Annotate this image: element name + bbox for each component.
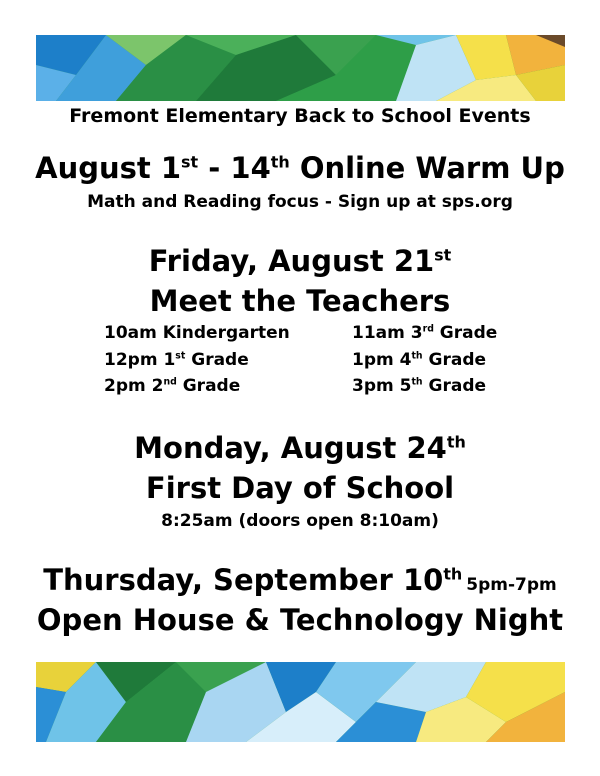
schedule-item: 12pm 1st Grade xyxy=(104,349,249,370)
first-day-title: First Day of School xyxy=(145,471,455,505)
schedule-item: 10am Kindergarten xyxy=(104,323,290,343)
meet-schedule xyxy=(104,323,534,403)
page-title: Fremont Elementary Back to School Events xyxy=(69,105,531,127)
first-day-note: 8:25am (doors open 8:10am) xyxy=(161,511,439,531)
schedule-row xyxy=(104,376,534,403)
schedule-item: 1pm 4th Grade xyxy=(352,349,487,370)
warmup-note: Math and Reading focus - Sign up at sps.org xyxy=(87,192,513,212)
open-house-time: 5pm-7pm xyxy=(466,575,557,595)
first-day-date: Monday, August 24th xyxy=(134,431,466,465)
open-house-title: Open House & Technology Night xyxy=(36,603,564,637)
polygon-art-bottom xyxy=(36,662,565,742)
bottom-banner xyxy=(36,662,565,742)
warmup-heading: August 1st - 14th Online Warm Up xyxy=(35,151,565,185)
schedule-item: 3pm 5th Grade xyxy=(352,376,487,396)
open-house-date: Thursday, September 10th5pm-7pm xyxy=(43,563,557,597)
meet-date: Friday, August 21st xyxy=(148,244,452,278)
schedule-row xyxy=(104,350,534,377)
schedule-item: 2pm 2nd Grade xyxy=(104,376,241,396)
polygon-art-top xyxy=(36,35,565,101)
top-banner xyxy=(36,35,565,101)
meet-title: Meet the Teachers xyxy=(149,284,451,318)
schedule-row xyxy=(104,323,534,350)
schedule-item: 11am 3rd Grade xyxy=(352,323,498,343)
